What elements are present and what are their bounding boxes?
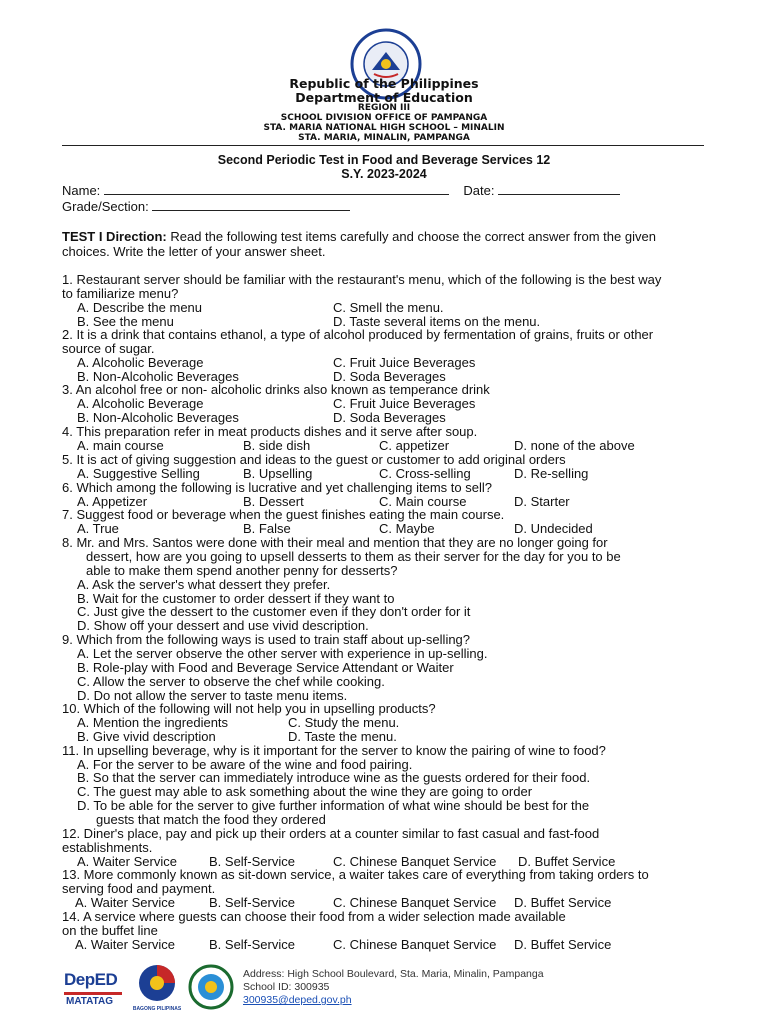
q11-choice-d: D. To be able for the server to give further information of what wine should be best for the — [77, 798, 590, 813]
q6-choice-a: A. Appetizer — [77, 494, 148, 509]
footer-school-id: School ID: 300935 — [243, 981, 330, 993]
q13-choice-a: A. Waiter Service — [75, 895, 175, 910]
question-1: 1. Restaurant server should be familiar with the restaurant's menu, which of the following is the best way — [62, 272, 662, 287]
question-12-cont: establishments. — [62, 840, 153, 855]
question-4: 4. This preparation refer in meat products dishes and it serve after soup. — [62, 424, 478, 439]
question-8-cont-2: able to make them spend another penny for desserts? — [86, 563, 398, 578]
q13-choice-b: B. Self-Service — [209, 895, 295, 910]
question-7: 7. Suggest food or beverage when the guest finishes eating the main course. — [62, 507, 505, 522]
school-seal-icon — [188, 964, 234, 1010]
republic-line: Republic of the Philippines — [289, 76, 479, 91]
test-title: Second Periodic Test in Food and Beverage Services 12 — [217, 153, 551, 167]
school-year: S.Y. 2023-2024 — [341, 167, 427, 181]
question-2: 2. It is a drink that contains ethanol, a type of alcohol produced by fermentation of grains, fruits or other — [62, 327, 654, 342]
q4-choice-d: D. none of the above — [514, 438, 635, 453]
date-label: Date: — [463, 183, 495, 198]
q11-choice-b: B. So that the server can immediately introduce wine as the guests ordered for their food. — [77, 770, 591, 785]
header-divider — [62, 145, 704, 146]
name-label: Name: — [62, 183, 101, 198]
svg-text:BAGONG PILIPINAS: BAGONG PILIPINAS — [133, 1006, 181, 1012]
footer-address-block — [243, 968, 544, 1007]
q3-choice-c: C. Fruit Juice Beverages — [333, 396, 476, 411]
question-6: 6. Which among the following is lucrative and yet challenging items to sell? — [62, 480, 492, 495]
q8-choice-b: B. Wait for the customer to order dessert if they want to — [77, 591, 395, 606]
q14-choice-b: B. Self-Service — [209, 937, 295, 952]
q7-choice-b: B. False — [243, 521, 291, 536]
q1-choice-c: C. Smell the menu. — [333, 300, 444, 315]
q2-choice-b: B. Non-Alcoholic Beverages — [77, 369, 239, 384]
q9-choice-d: D. Do not allow the server to taste menu items. — [77, 688, 348, 703]
grade-row — [62, 199, 350, 214]
q6-choice-d: D. Starter — [514, 494, 570, 509]
q11-choice-a: A. For the server to be aware of the wine and food pairing. — [77, 757, 413, 772]
q6-choice-b: B. Dessert — [243, 494, 304, 509]
question-1-cont: to familiarize menu? — [62, 286, 179, 301]
name-row — [62, 183, 620, 198]
direction-line-1: TEST I Direction: Read the following test items carefully and choose the correct answer from the given — [62, 229, 656, 244]
q11-choice-d-cont: guests that match the food they ordered — [96, 812, 326, 827]
question-8: 8. Mr. and Mrs. Santos were done with their meal and mention that they are no longer going for — [62, 535, 608, 550]
grade-blank[interactable] — [152, 199, 350, 211]
footer-email-link[interactable]: 300935@deped.gov.ph — [243, 994, 352, 1006]
q14-choice-a: A. Waiter Service — [75, 937, 175, 952]
q12-choice-d: D. Buffet Service — [518, 854, 616, 869]
q10-choice-a: A. Mention the ingredients — [77, 715, 229, 730]
q5-choice-a: A. Suggestive Selling — [77, 466, 200, 481]
q12-choice-b: B. Self-Service — [209, 854, 295, 869]
school-line: STA. MARIA NATIONAL HIGH SCHOOL – MINALIN — [263, 123, 505, 133]
q8-choice-a: A. Ask the server's what dessert they prefer. — [77, 577, 331, 592]
q14-choice-c: C. Chinese Banquet Service — [333, 937, 497, 952]
address-line: STA. MARIA, MINALIN, PAMPANGA — [298, 133, 470, 143]
q13-choice-d: D. Buffet Service — [514, 895, 612, 910]
q11-choice-c: C. The guest may able to ask something about the wine they are going to order — [77, 784, 533, 799]
q8-choice-d: D. Show off your dessert and use vivid description. — [77, 618, 369, 633]
bagong-pilipinas-logo — [133, 962, 181, 1012]
deped-matatag-logo: DepED MATATAG — [64, 968, 124, 1012]
q9-choice-a: A. Let the server observe the other server with experience in up-selling. — [77, 646, 488, 661]
q2-choice-a: A. Alcoholic Beverage — [77, 355, 204, 370]
q9-choice-b: B. Role-play with Food and Beverage Service Attendant or Waiter — [77, 660, 454, 675]
question-12: 12. Diner's place, pay and pick up their orders at a counter similar to fast casual and fast-food — [62, 826, 600, 841]
q4-choice-c: C. appetizer — [379, 438, 450, 453]
q4-choice-b: B. side dish — [243, 438, 311, 453]
q7-choice-d: D. Undecided — [514, 521, 593, 536]
q12-choice-c: C. Chinese Banquet Service — [333, 854, 497, 869]
question-8-cont-1: dessert, how are you going to upsell desserts to them as their server for the day for you to be — [86, 549, 621, 564]
q5-choice-b: B. Upselling — [243, 466, 313, 481]
q2-choice-c: C. Fruit Juice Beverages — [333, 355, 476, 370]
question-3: 3. An alcohol free or non- alcoholic drinks also known as temperance drink — [62, 382, 490, 397]
q5-choice-c: C. Cross-selling — [379, 466, 471, 481]
division-line: SCHOOL DIVISION OFFICE OF PAMPANGA — [280, 113, 488, 123]
question-5: 5. It is act of giving suggestion and ideas to the guest or customer to add original orders — [62, 452, 566, 467]
q14-choice-d: D. Buffet Service — [514, 937, 612, 952]
q1-choice-b: B. See the menu — [77, 314, 174, 329]
q3-choice-a: A. Alcoholic Beverage — [77, 396, 204, 411]
name-blank[interactable] — [104, 183, 449, 195]
q3-choice-d: D. Soda Beverages — [333, 410, 446, 425]
q10-choice-d: D. Taste the menu. — [288, 729, 397, 744]
q4-choice-a: A. main course — [77, 438, 164, 453]
department-line: Department of Education — [295, 90, 473, 105]
q9-choice-c: C. Allow the server to observe the chef while cooking. — [77, 674, 385, 689]
question-2-cont: source of sugar. — [62, 341, 155, 356]
question-11: 11. In upselling beverage, why is it important for the server to know the pairing of wine to food? — [62, 743, 606, 758]
bagong-pilipinas-label — [133, 1006, 181, 1012]
q2-choice-d: D. Soda Beverages — [333, 369, 446, 384]
region-line: REGION III — [357, 103, 411, 113]
question-14: 14. A service where guests can choose their food from a wider selection made available — [62, 909, 566, 924]
q7-choice-a: A. True — [77, 521, 119, 536]
q13-choice-c: C. Chinese Banquet Service — [333, 895, 497, 910]
question-10: 10. Which of the following will not help you in upselling products? — [62, 701, 436, 716]
q7-choice-c: C. Maybe — [379, 521, 435, 536]
q8-choice-c: C. Just give the dessert to the customer even if they don't order for it — [77, 604, 471, 619]
question-13: 13. More commonly known as sit-down service, a waiter takes care of everything from taking orders to — [62, 867, 649, 882]
q10-choice-c: C. Study the menu. — [288, 715, 400, 730]
date-blank[interactable] — [498, 183, 620, 195]
direction-line-2: choices. Write the letter of your answer sheet. — [62, 244, 326, 259]
q6-choice-c: C. Main course — [379, 494, 467, 509]
q10-choice-b: B. Give vivid description — [77, 729, 216, 744]
q5-choice-d: D. Re-selling — [514, 466, 589, 481]
question-9: 9. Which from the following ways is used to train staff about up-selling? — [62, 632, 471, 647]
footer-address: Address: High School Boulevard, Sta. Maria, Minalin, Pampanga — [243, 968, 544, 980]
question-14-cont: on the buffet line — [62, 923, 158, 938]
q1-choice-d: D. Taste several items on the menu. — [333, 314, 541, 329]
grade-label: Grade/Section: — [62, 199, 149, 214]
question-13-cont: serving food and payment. — [62, 881, 216, 896]
q1-choice-a: A. Describe the menu — [77, 300, 203, 315]
q3-choice-b: B. Non-Alcoholic Beverages — [77, 410, 239, 425]
q12-choice-a: A. Waiter Service — [77, 854, 177, 869]
